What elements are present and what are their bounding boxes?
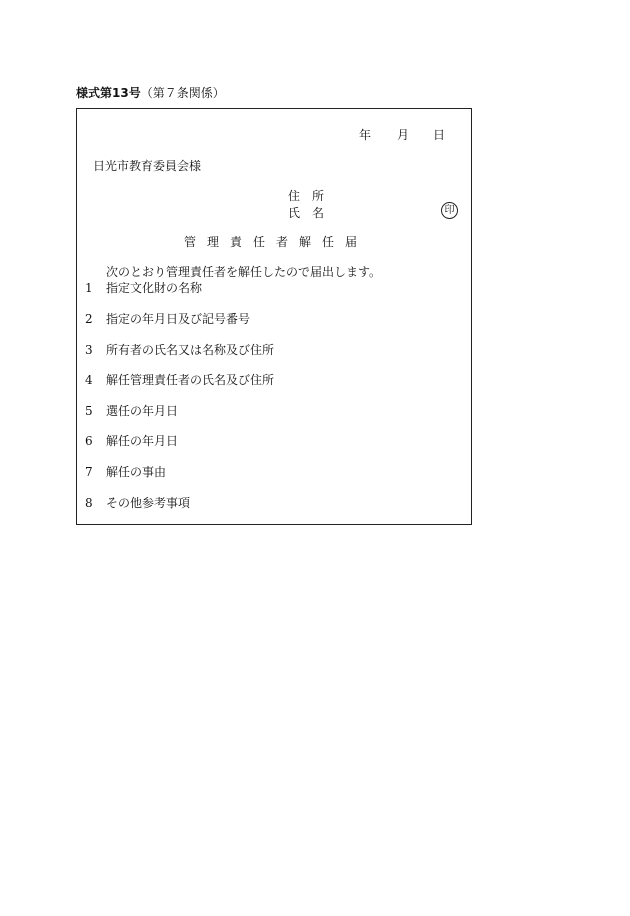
- list-item: [85, 310, 250, 327]
- list-item: [85, 463, 166, 480]
- item-number: 1: [85, 281, 93, 295]
- name-label: 氏名: [288, 206, 337, 220]
- item-label: 解任の年月日: [106, 434, 179, 448]
- addressee: 日光市教育委員会様: [93, 159, 202, 173]
- date-year: 年: [359, 128, 372, 142]
- item-number: 8: [85, 496, 93, 510]
- date-day: 日: [433, 128, 446, 142]
- date-month: 月: [397, 128, 410, 142]
- item-label: 解任管理責任者の氏名及び住所: [106, 373, 275, 387]
- list-item: [85, 371, 274, 388]
- list-item: [85, 402, 178, 419]
- form-frame: [76, 108, 472, 525]
- item-number: 5: [85, 404, 93, 418]
- item-label: 解任の事由: [106, 465, 167, 479]
- form-number: 様式第13号: [76, 86, 141, 100]
- seal-mark: 印: [441, 202, 458, 219]
- list-item: [85, 341, 274, 358]
- item-number: 6: [85, 434, 93, 448]
- item-number: 7: [85, 465, 93, 479]
- item-label: 選任の年月日: [106, 404, 179, 418]
- list-item: [85, 432, 178, 449]
- item-label: その他参考事項: [106, 496, 191, 510]
- item-number: 4: [85, 373, 93, 387]
- form-relation: （第７条関係）: [140, 86, 225, 100]
- document-title: 管理責任者解任届: [184, 235, 369, 249]
- item-number: 2: [85, 312, 93, 326]
- list-item: [85, 279, 202, 296]
- item-label: 指定の年月日及び記号番号: [106, 312, 251, 326]
- address-label: 住所: [288, 189, 337, 203]
- list-item: [85, 494, 190, 511]
- form-number-label: [76, 84, 225, 101]
- item-label: 指定文化財の名称: [106, 281, 203, 295]
- item-label: 所有者の氏名又は名称及び住所: [106, 343, 275, 357]
- item-number: 3: [85, 343, 93, 357]
- intro-text: 次のとおり管理責任者を解任したので届出します。: [106, 265, 382, 279]
